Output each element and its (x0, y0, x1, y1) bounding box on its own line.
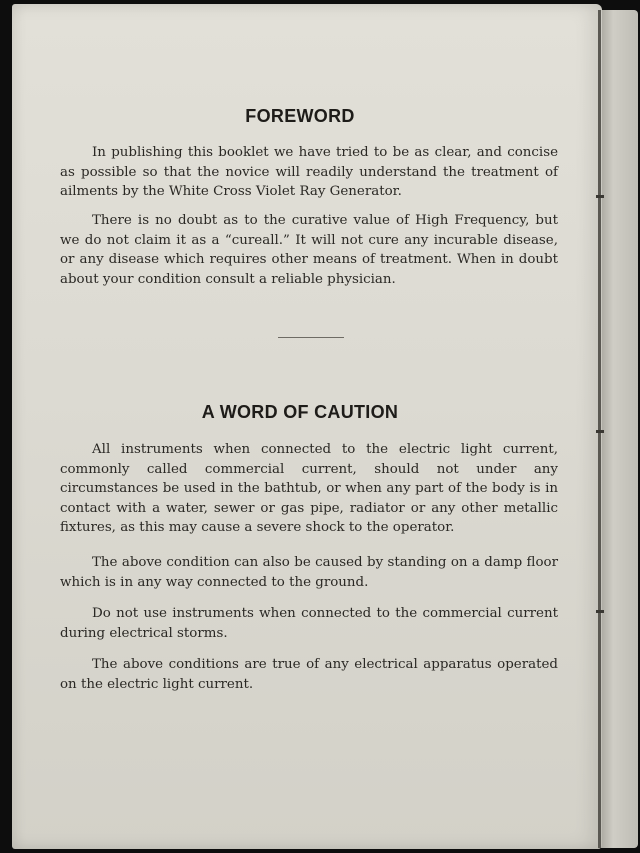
caution-paragraph-3: Do not use instruments when connected to the commercial current during electrical storms. (60, 606, 558, 641)
caution-paragraph-1: All instruments when connected to the electric light current, commonly called commercial current, should not under any circumstances be used in the bathtub, or when any part of the body is in contact with a water, sewer or gas pipe, radiator or any other metallic fixtures, as this may cause a severe shock to the operator. (60, 442, 558, 536)
caution-paragraph-2: The above condition can also be caused by standing on a damp floor which is in any way connected to the ground. (60, 555, 558, 590)
caution-paragraph-4: The above conditions are true of any electrical apparatus operated on the electric light current. (60, 657, 558, 692)
caution-heading: A WORD OF CAUTION (201, 402, 399, 422)
section-divider (278, 337, 344, 338)
foreword-heading: FOREWORD (245, 106, 355, 126)
foreword-paragraph-2: There is no doubt as to the curative value of High Frequency, but we do not claim it as a “cureall.” It will not cure any incurable disease, or any disease which requires other means of treatment. When in doubt about your condition consult a reliable physician. (60, 213, 558, 287)
foreword-paragraph-1: In publishing this booklet we have tried to be as clear, and concise as possible so that the novice will readily understand the treatment of ailments by the White Cross Violet Ray Generator. (60, 145, 558, 200)
